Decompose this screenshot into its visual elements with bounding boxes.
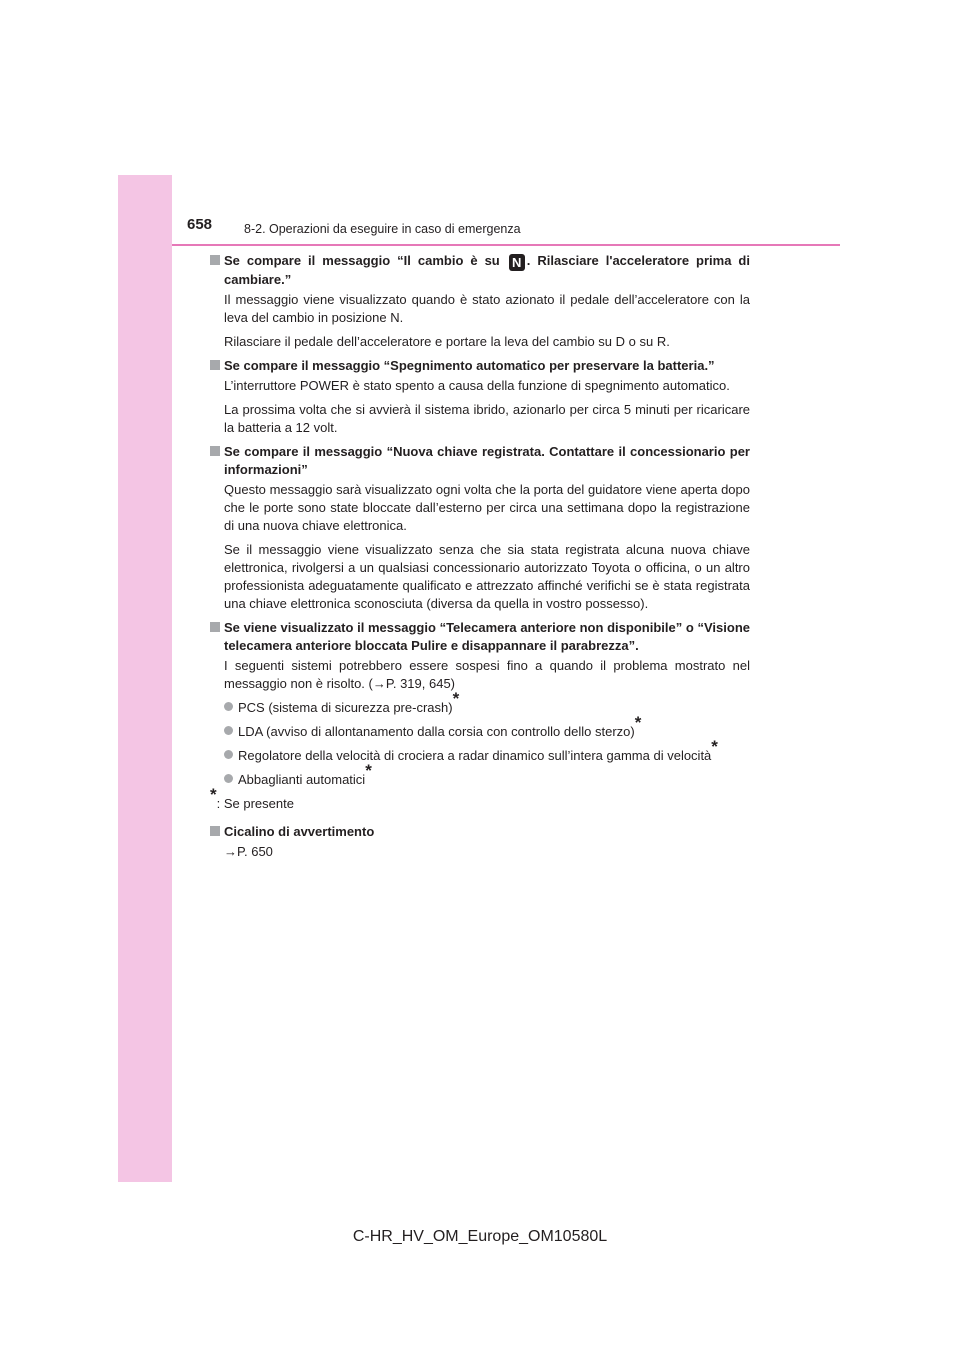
square-bullet-icon [210,255,220,265]
round-bullet-icon [224,750,233,759]
square-bullet-icon [210,360,220,370]
page-number: 658 [187,216,213,233]
paragraph: I seguenti sistemi potrebbero essere sospesi fino a quando il problema mostrato nel messaggio non è risolto. (→P. 319, 645) [224,658,750,691]
page-content [210,252,750,867]
document-code: C-HR_HV_OM_Europe_OM10580L [352,1228,608,1245]
section-title: 8-2. Operazioni da eseguire in caso di emergenza [244,222,521,236]
paragraph: Rilasciare il pedale dell’acceleratore e portare la leva del cambio su D o su R. [224,334,670,349]
section-heading: Se compare il messaggio “Il cambio è su N . Rilasciare l'acceleratore prima di cambiare.” [224,253,750,287]
square-bullet-icon [210,446,220,456]
header-rule [172,244,840,246]
round-bullet-icon [224,726,233,735]
list-item: Regolatore della velocità di crociera a radar dinamico sull’intera gamma di velocità* [224,747,750,765]
paragraph: Se il messaggio viene visualizzato senza che sia stata registrata alcuna nuova chiave elettronica, rivolgersi a un qualsiasi concessionario autorizzato Toyota o officina, o un altro professionista adeguatamente qualificato e attrezzato affinché verifichi se è stata registrata una chiave elettronica sconosciuta (diversa da quella in vostro possesso). [224,542,750,611]
section-front-camera [210,619,750,813]
section-warning-buzzer [210,823,750,861]
section-heading: Se compare il messaggio “Nuova chiave registrata. Contattare il concessionario per informazioni” [224,444,750,477]
paragraph: L’interruttore POWER è stato spento a causa della funzione di spegnimento automatico. [224,378,730,393]
square-bullet-icon [210,826,220,836]
list-item: Abbaglianti automatici* [224,771,750,789]
paragraph: Questo messaggio sarà visualizzato ogni volta che la porta del guidatore viene aperta dopo che le porte sono state bloccate dall’esterno per circa una settimana dopo la registrazione di una nuova chiave elettronica. [224,482,750,533]
section-gear-message [210,252,750,351]
section-heading: Se compare il messaggio “Spegnimento automatico per preservare la batteria.” [224,358,715,373]
section-heading: Cicalino di avvertimento [224,824,375,839]
list-item: LDA (avviso di allontanamento dalla corsia con controllo dello sterzo)* [224,723,750,741]
page-reference: →P. 650 [224,844,273,859]
gear-n-icon: N [509,254,525,271]
round-bullet-icon [224,702,233,711]
section-color-band [118,175,172,1182]
paragraph: La prossima volta che si avvierà il sistema ibrido, azionarlo per circa 5 minuti per ricaricare la batteria a 12 volt. [224,402,750,435]
section-heading: Se viene visualizzato il messaggio “Telecamera anteriore non disponibile” o “Visione telecamera anteriore bloccata Pulire e disappannare il parabrezza”. [224,620,750,653]
section-auto-power-off [210,357,750,437]
section-new-key [210,443,750,613]
round-bullet-icon [224,774,233,783]
square-bullet-icon [210,622,220,632]
list-item: PCS (sistema di sicurezza pre-crash)* [224,699,750,717]
footnote: *: Se presente [210,784,294,811]
paragraph: Il messaggio viene visualizzato quando è stato azionato il pedale dell’acceleratore con la leva del cambio in posizione N. [224,292,750,325]
